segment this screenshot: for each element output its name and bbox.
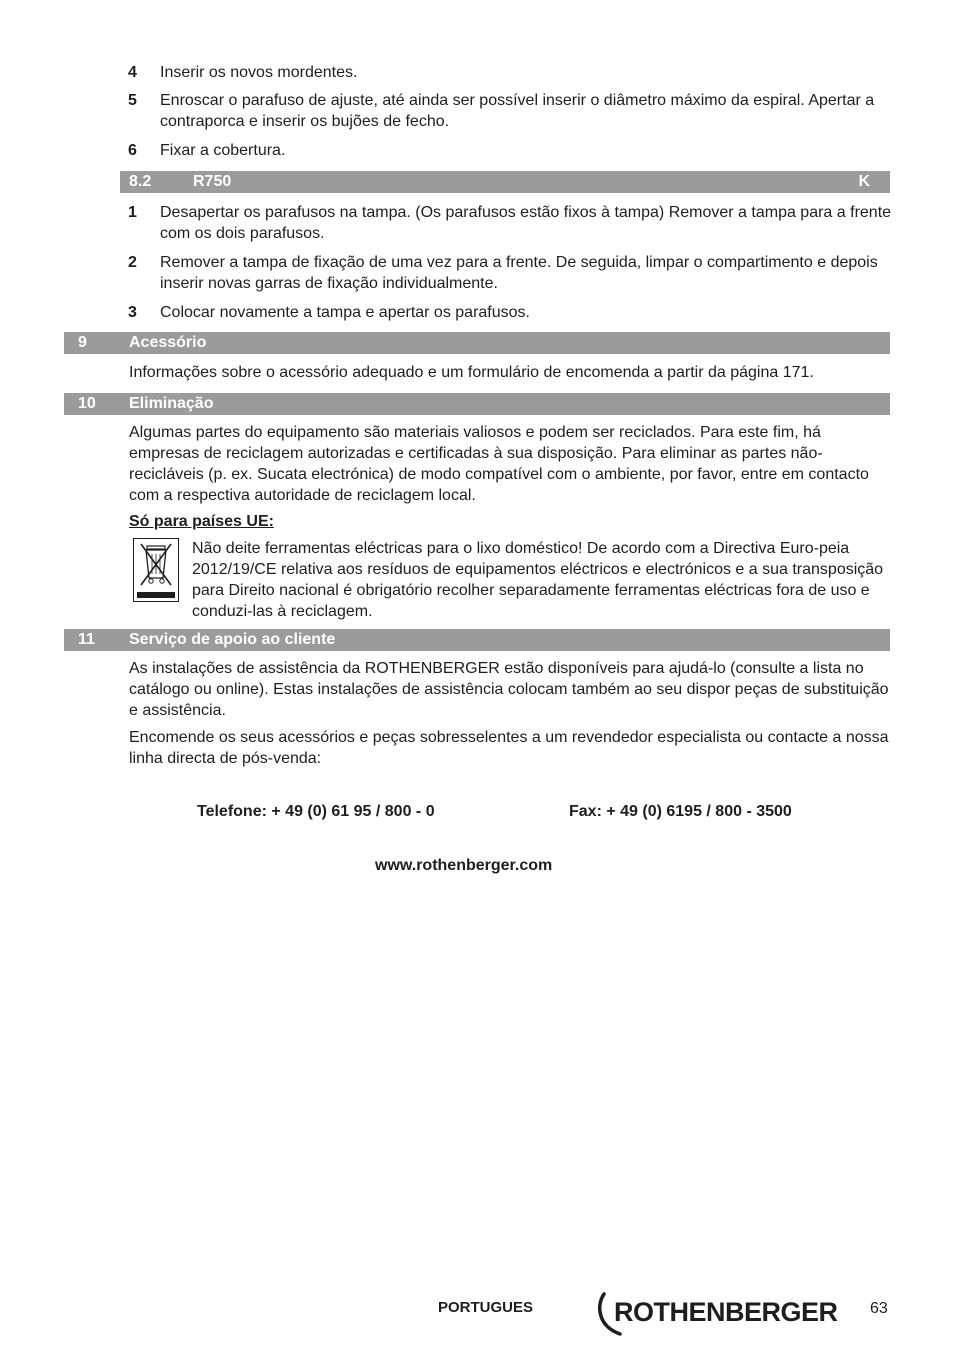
section-title: R750 — [193, 173, 232, 190]
eu-text: Não deite ferramentas eléctricas para o lixo doméstico! De acordo com a Directiva Euro-peia 2012/19/CE relativa aos resíduos de equipamentos eléctricos e electrónicos e a sua transposição para Direito nacional é obrigatório recolher separadamente ferramentas eléctricas fora de uso e conduzi-las à reciclagem. — [192, 540, 884, 620]
step-5 — [128, 90, 894, 132]
section-heading-9 — [64, 332, 890, 354]
step-number: 2 — [128, 254, 137, 271]
phone-number: Telefone: + 49 (0) 61 95 / 800 - 0 — [197, 803, 435, 820]
section-number: 8.2 — [129, 173, 152, 190]
section-10-text: Algumas partes do equipamento são materiais valiosos e podem ser reciclados. Para este fim, há empresas de reciclagem autorizadas e certificadas à sua disposição. Para eliminar as partes não-recicláveis (p. ex. Sucata electrónica) de modo compatível com o ambiente, por favor, entre em contacto com a respectiva autoridade de reciclagem local. — [129, 424, 869, 504]
step-8-2-2 — [128, 252, 894, 294]
step-number: 5 — [128, 92, 137, 109]
section-number: 9 — [78, 334, 87, 351]
step-text: Desapertar os parafusos na tampa. (Os parafusos estão fixos à tampa) Remover a tampa para a frente com os dois parafusos. — [160, 204, 892, 242]
section-title: Acessório — [129, 334, 207, 351]
step-number: 6 — [128, 142, 137, 159]
eu-heading: Só para países UE: — [129, 513, 274, 530]
section-title: Eliminação — [129, 395, 214, 412]
step-text: Fixar a cobertura. — [160, 142, 286, 159]
crossed-out-wheelie-bin-icon — [133, 538, 179, 602]
section-9-text: Informações sobre o acessório adequado e um formulário de encomenda a partir da página 171. — [129, 364, 814, 381]
step-8-2-1 — [128, 202, 894, 244]
brand-logo — [594, 1292, 844, 1336]
step-8-2-3 — [128, 302, 894, 323]
section-title: Serviço de apoio ao cliente — [129, 631, 336, 648]
section-11-text-2: Encomende os seus acessórios e peças sobresselentes a um revendedor especialista ou contacte a nossa linha directa de pós-venda: — [129, 729, 889, 767]
step-4 — [128, 62, 894, 83]
page-number: 63 — [870, 1300, 888, 1317]
website-link[interactable]: www.rothenberger.com — [375, 857, 553, 874]
step-text: Colocar novamente a tampa e apertar os parafusos. — [160, 304, 530, 321]
section-heading-8-2 — [120, 171, 890, 193]
footer-language: PORTUGUES — [438, 1299, 534, 1316]
section-heading-10 — [64, 393, 890, 415]
step-number: 3 — [128, 304, 137, 321]
step-text: Remover a tampa de fixação de uma vez para a frente. De seguida, limpar o compartimento e depois inserir novas garras de fixação individualmente. — [160, 254, 878, 292]
fax-number: Fax: + 49 (0) 6195 / 800 - 3500 — [569, 803, 792, 820]
logo-text: ROTHENBERGER — [614, 1297, 838, 1327]
step-number: 4 — [128, 64, 137, 81]
step-text: Inserir os novos mordentes. — [160, 64, 358, 81]
section-number: 10 — [78, 395, 96, 412]
section-number: 11 — [78, 631, 95, 648]
step-6 — [128, 140, 894, 161]
section-heading-11 — [64, 629, 890, 651]
step-text: Enroscar o parafuso de ajuste, até ainda ser possível inserir o diâmetro máximo da espiral. Apertar a contraporca e inserir os bujões de fecho. — [160, 92, 875, 130]
section-11-text-1: As instalações de assistência da ROTHENBERGER estão disponíveis para ajudá-lo (consulte a lista no catálogo ou online). Estas instalações de assistência colocam também ao seu dispor peças de substituição e assistência. — [129, 660, 889, 719]
section-marker: K — [858, 173, 870, 190]
step-number: 1 — [128, 204, 137, 221]
